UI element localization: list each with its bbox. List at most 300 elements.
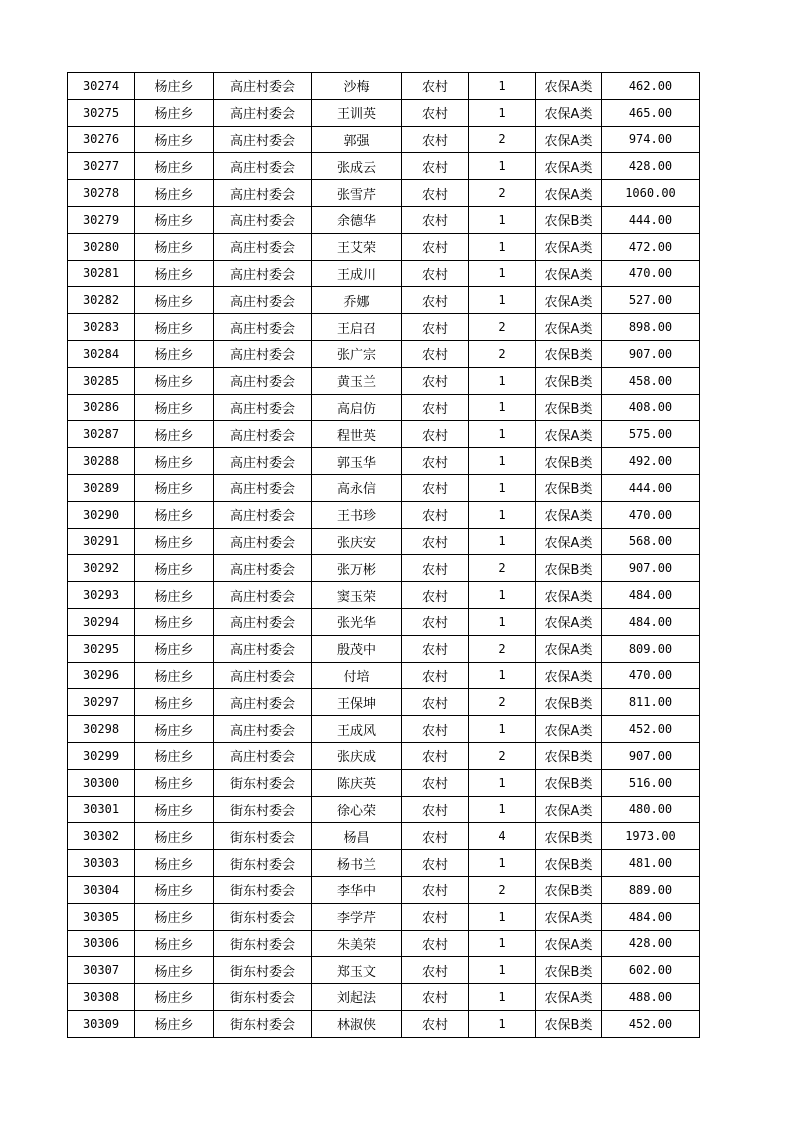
record-id-cell: 30289 (68, 474, 135, 501)
person-count-cell: 1 (469, 287, 536, 314)
household-type-cell: 农村 (402, 340, 469, 367)
name-cell: 郭强 (312, 126, 402, 153)
table-row (68, 314, 700, 341)
township-cell: 杨庄乡 (135, 340, 214, 367)
person-count-cell: 1 (469, 1010, 536, 1037)
household-type-cell: 农村 (402, 206, 469, 233)
table-row (68, 73, 700, 100)
name-cell: 杨昌 (312, 823, 402, 850)
amount-cell: 470.00 (602, 260, 700, 287)
insurance-category-cell: 农保B类 (536, 1010, 602, 1037)
village-committee-cell: 高庄村委会 (214, 367, 312, 394)
township-cell: 杨庄乡 (135, 180, 214, 207)
township-cell: 杨庄乡 (135, 394, 214, 421)
amount-cell: 484.00 (602, 608, 700, 635)
amount-cell: 480.00 (602, 796, 700, 823)
township-cell: 杨庄乡 (135, 608, 214, 635)
insurance-category-cell: 农保A类 (536, 662, 602, 689)
person-count-cell: 2 (469, 689, 536, 716)
person-count-cell: 1 (469, 448, 536, 475)
household-type-cell: 农村 (402, 742, 469, 769)
person-count-cell: 1 (469, 474, 536, 501)
insurance-category-cell: 农保A类 (536, 903, 602, 930)
township-cell: 杨庄乡 (135, 528, 214, 555)
record-id-cell: 30296 (68, 662, 135, 689)
person-count-cell: 1 (469, 501, 536, 528)
insurance-category-cell: 农保A类 (536, 635, 602, 662)
amount-cell: 1060.00 (602, 180, 700, 207)
person-count-cell: 1 (469, 528, 536, 555)
name-cell: 张庆成 (312, 742, 402, 769)
insurance-category-cell: 农保B类 (536, 876, 602, 903)
township-cell: 杨庄乡 (135, 126, 214, 153)
name-cell: 朱美荣 (312, 930, 402, 957)
village-committee-cell: 高庄村委会 (214, 582, 312, 609)
township-cell: 杨庄乡 (135, 99, 214, 126)
person-count-cell: 1 (469, 394, 536, 421)
table-body (68, 73, 700, 1038)
table-row (68, 635, 700, 662)
village-committee-cell: 高庄村委会 (214, 287, 312, 314)
record-id-cell: 30301 (68, 796, 135, 823)
amount-cell: 470.00 (602, 662, 700, 689)
amount-cell: 452.00 (602, 716, 700, 743)
amount-cell: 907.00 (602, 340, 700, 367)
township-cell: 杨庄乡 (135, 260, 214, 287)
household-type-cell: 农村 (402, 903, 469, 930)
household-type-cell: 农村 (402, 528, 469, 555)
record-id-cell: 30290 (68, 501, 135, 528)
record-id-cell: 30285 (68, 367, 135, 394)
table-row (68, 233, 700, 260)
record-id-cell: 30297 (68, 689, 135, 716)
insurance-category-cell: 农保A类 (536, 73, 602, 100)
amount-cell: 575.00 (602, 421, 700, 448)
household-type-cell: 农村 (402, 287, 469, 314)
person-count-cell: 2 (469, 340, 536, 367)
table-row (68, 582, 700, 609)
insurance-category-cell: 农保A类 (536, 716, 602, 743)
name-cell: 付培 (312, 662, 402, 689)
village-committee-cell: 高庄村委会 (214, 608, 312, 635)
table-row (68, 448, 700, 475)
name-cell: 张万彬 (312, 555, 402, 582)
township-cell: 杨庄乡 (135, 73, 214, 100)
person-count-cell: 1 (469, 984, 536, 1011)
table-row (68, 287, 700, 314)
name-cell: 张成云 (312, 153, 402, 180)
household-type-cell: 农村 (402, 689, 469, 716)
amount-cell: 492.00 (602, 448, 700, 475)
record-id-cell: 30277 (68, 153, 135, 180)
household-type-cell: 农村 (402, 823, 469, 850)
table-row (68, 716, 700, 743)
record-id-cell: 30286 (68, 394, 135, 421)
name-cell: 林淑侠 (312, 1010, 402, 1037)
insurance-category-cell: 农保B类 (536, 206, 602, 233)
name-cell: 杨书兰 (312, 850, 402, 877)
village-committee-cell: 高庄村委会 (214, 742, 312, 769)
amount-cell: 488.00 (602, 984, 700, 1011)
township-cell: 杨庄乡 (135, 742, 214, 769)
insurance-category-cell: 农保B类 (536, 367, 602, 394)
amount-cell: 527.00 (602, 287, 700, 314)
person-count-cell: 2 (469, 180, 536, 207)
person-count-cell: 1 (469, 73, 536, 100)
name-cell: 王保坤 (312, 689, 402, 716)
township-cell: 杨庄乡 (135, 957, 214, 984)
table-row (68, 180, 700, 207)
table-row (68, 206, 700, 233)
insurance-category-cell: 农保A类 (536, 260, 602, 287)
insurance-category-cell: 农保A类 (536, 796, 602, 823)
table-row (68, 984, 700, 1011)
household-type-cell: 农村 (402, 474, 469, 501)
township-cell: 杨庄乡 (135, 662, 214, 689)
record-id-cell: 30299 (68, 742, 135, 769)
insurance-category-cell: 农保B类 (536, 742, 602, 769)
record-id-cell: 30302 (68, 823, 135, 850)
household-type-cell: 农村 (402, 957, 469, 984)
household-type-cell: 农村 (402, 850, 469, 877)
township-cell: 杨庄乡 (135, 474, 214, 501)
table-row (68, 930, 700, 957)
village-committee-cell: 高庄村委会 (214, 635, 312, 662)
village-committee-cell: 街东村委会 (214, 1010, 312, 1037)
household-type-cell: 农村 (402, 501, 469, 528)
record-id-cell: 30304 (68, 876, 135, 903)
township-cell: 杨庄乡 (135, 555, 214, 582)
village-committee-cell: 街东村委会 (214, 876, 312, 903)
household-type-cell: 农村 (402, 73, 469, 100)
village-committee-cell: 街东村委会 (214, 903, 312, 930)
record-id-cell: 30308 (68, 984, 135, 1011)
village-committee-cell: 街东村委会 (214, 850, 312, 877)
village-committee-cell: 高庄村委会 (214, 206, 312, 233)
amount-cell: 472.00 (602, 233, 700, 260)
table-row (68, 876, 700, 903)
amount-cell: 974.00 (602, 126, 700, 153)
household-type-cell: 农村 (402, 769, 469, 796)
village-committee-cell: 高庄村委会 (214, 340, 312, 367)
township-cell: 杨庄乡 (135, 501, 214, 528)
table-row (68, 126, 700, 153)
village-committee-cell: 高庄村委会 (214, 716, 312, 743)
amount-cell: 484.00 (602, 903, 700, 930)
village-committee-cell: 街东村委会 (214, 823, 312, 850)
person-count-cell: 2 (469, 126, 536, 153)
person-count-cell: 1 (469, 850, 536, 877)
table-row (68, 474, 700, 501)
village-committee-cell: 高庄村委会 (214, 689, 312, 716)
insurance-category-cell: 农保B类 (536, 850, 602, 877)
person-count-cell: 2 (469, 314, 536, 341)
table-row (68, 662, 700, 689)
record-id-cell: 30309 (68, 1010, 135, 1037)
record-id-cell: 30303 (68, 850, 135, 877)
household-type-cell: 农村 (402, 582, 469, 609)
name-cell: 高永信 (312, 474, 402, 501)
record-id-cell: 30282 (68, 287, 135, 314)
name-cell: 王书珍 (312, 501, 402, 528)
village-committee-cell: 高庄村委会 (214, 180, 312, 207)
township-cell: 杨庄乡 (135, 421, 214, 448)
table-row (68, 796, 700, 823)
person-count-cell: 1 (469, 99, 536, 126)
name-cell: 王启召 (312, 314, 402, 341)
village-committee-cell: 高庄村委会 (214, 528, 312, 555)
village-committee-cell: 高庄村委会 (214, 501, 312, 528)
household-type-cell: 农村 (402, 394, 469, 421)
person-count-cell: 1 (469, 903, 536, 930)
name-cell: 窦玉荣 (312, 582, 402, 609)
record-id-cell: 30293 (68, 582, 135, 609)
amount-cell: 809.00 (602, 635, 700, 662)
household-type-cell: 农村 (402, 555, 469, 582)
township-cell: 杨庄乡 (135, 903, 214, 930)
township-cell: 杨庄乡 (135, 233, 214, 260)
village-committee-cell: 高庄村委会 (214, 474, 312, 501)
household-type-cell: 农村 (402, 796, 469, 823)
name-cell: 王训英 (312, 99, 402, 126)
insurance-category-cell: 农保A类 (536, 984, 602, 1011)
name-cell: 王艾荣 (312, 233, 402, 260)
household-type-cell: 农村 (402, 153, 469, 180)
village-committee-cell: 高庄村委会 (214, 314, 312, 341)
table-row (68, 769, 700, 796)
insurance-category-cell: 农保A类 (536, 287, 602, 314)
amount-cell: 811.00 (602, 689, 700, 716)
township-cell: 杨庄乡 (135, 850, 214, 877)
household-type-cell: 农村 (402, 608, 469, 635)
insurance-category-cell: 农保B类 (536, 448, 602, 475)
household-type-cell: 农村 (402, 635, 469, 662)
record-id-cell: 30294 (68, 608, 135, 635)
table-row (68, 957, 700, 984)
person-count-cell: 1 (469, 957, 536, 984)
insurance-category-cell: 农保A类 (536, 421, 602, 448)
household-type-cell: 农村 (402, 367, 469, 394)
amount-cell: 408.00 (602, 394, 700, 421)
village-committee-cell: 街东村委会 (214, 769, 312, 796)
insurance-category-cell: 农保A类 (536, 501, 602, 528)
village-committee-cell: 街东村委会 (214, 984, 312, 1011)
person-count-cell: 1 (469, 608, 536, 635)
name-cell: 王成川 (312, 260, 402, 287)
record-id-cell: 30295 (68, 635, 135, 662)
amount-cell: 428.00 (602, 153, 700, 180)
insurance-category-cell: 农保B类 (536, 689, 602, 716)
township-cell: 杨庄乡 (135, 716, 214, 743)
record-id-cell: 30278 (68, 180, 135, 207)
household-type-cell: 农村 (402, 126, 469, 153)
household-type-cell: 农村 (402, 984, 469, 1011)
amount-cell: 568.00 (602, 528, 700, 555)
household-type-cell: 农村 (402, 1010, 469, 1037)
name-cell: 郭玉华 (312, 448, 402, 475)
insurance-category-cell: 农保A类 (536, 930, 602, 957)
household-type-cell: 农村 (402, 233, 469, 260)
insurance-category-cell: 农保A类 (536, 233, 602, 260)
amount-cell: 458.00 (602, 367, 700, 394)
person-count-cell: 1 (469, 662, 536, 689)
person-count-cell: 2 (469, 876, 536, 903)
amount-cell: 444.00 (602, 474, 700, 501)
record-id-cell: 30287 (68, 421, 135, 448)
record-id-cell: 30281 (68, 260, 135, 287)
person-count-cell: 2 (469, 742, 536, 769)
insurance-category-cell: 农保A类 (536, 180, 602, 207)
household-type-cell: 农村 (402, 930, 469, 957)
amount-cell: 516.00 (602, 769, 700, 796)
name-cell: 郑玉文 (312, 957, 402, 984)
table-row (68, 260, 700, 287)
township-cell: 杨庄乡 (135, 984, 214, 1011)
table-row (68, 689, 700, 716)
name-cell: 李华中 (312, 876, 402, 903)
table-row (68, 153, 700, 180)
name-cell: 余德华 (312, 206, 402, 233)
record-id-cell: 30305 (68, 903, 135, 930)
person-count-cell: 1 (469, 153, 536, 180)
household-type-cell: 农村 (402, 260, 469, 287)
township-cell: 杨庄乡 (135, 314, 214, 341)
amount-cell: 1973.00 (602, 823, 700, 850)
township-cell: 杨庄乡 (135, 823, 214, 850)
name-cell: 李学芹 (312, 903, 402, 930)
name-cell: 沙梅 (312, 73, 402, 100)
person-count-cell: 4 (469, 823, 536, 850)
record-id-cell: 30276 (68, 126, 135, 153)
amount-cell: 484.00 (602, 582, 700, 609)
table-row (68, 903, 700, 930)
amount-cell: 470.00 (602, 501, 700, 528)
person-count-cell: 1 (469, 206, 536, 233)
amount-cell: 907.00 (602, 742, 700, 769)
record-id-cell: 30274 (68, 73, 135, 100)
record-id-cell: 30292 (68, 555, 135, 582)
insurance-category-cell: 农保A类 (536, 608, 602, 635)
record-id-cell: 30307 (68, 957, 135, 984)
name-cell: 殷茂中 (312, 635, 402, 662)
person-count-cell: 1 (469, 421, 536, 448)
amount-cell: 898.00 (602, 314, 700, 341)
township-cell: 杨庄乡 (135, 1010, 214, 1037)
person-count-cell: 1 (469, 582, 536, 609)
person-count-cell: 1 (469, 367, 536, 394)
record-id-cell: 30284 (68, 340, 135, 367)
amount-cell: 889.00 (602, 876, 700, 903)
village-committee-cell: 街东村委会 (214, 957, 312, 984)
record-id-cell: 30291 (68, 528, 135, 555)
household-type-cell: 农村 (402, 716, 469, 743)
name-cell: 徐心荣 (312, 796, 402, 823)
record-id-cell: 30298 (68, 716, 135, 743)
name-cell: 陈庆英 (312, 769, 402, 796)
person-count-cell: 2 (469, 555, 536, 582)
person-count-cell: 1 (469, 233, 536, 260)
insurance-category-cell: 农保A类 (536, 528, 602, 555)
table-row (68, 99, 700, 126)
record-id-cell: 30275 (68, 99, 135, 126)
amount-cell: 907.00 (602, 555, 700, 582)
name-cell: 王成风 (312, 716, 402, 743)
table-row (68, 555, 700, 582)
name-cell: 刘起法 (312, 984, 402, 1011)
township-cell: 杨庄乡 (135, 287, 214, 314)
insurance-category-cell: 农保B类 (536, 474, 602, 501)
village-committee-cell: 街东村委会 (214, 796, 312, 823)
household-type-cell: 农村 (402, 421, 469, 448)
township-cell: 杨庄乡 (135, 689, 214, 716)
table-row (68, 367, 700, 394)
amount-cell: 444.00 (602, 206, 700, 233)
household-type-cell: 农村 (402, 448, 469, 475)
table-row (68, 608, 700, 635)
amount-cell: 428.00 (602, 930, 700, 957)
record-id-cell: 30306 (68, 930, 135, 957)
insurance-category-cell: 农保B类 (536, 823, 602, 850)
village-committee-cell: 高庄村委会 (214, 448, 312, 475)
person-count-cell: 1 (469, 260, 536, 287)
record-id-cell: 30283 (68, 314, 135, 341)
township-cell: 杨庄乡 (135, 206, 214, 233)
amount-cell: 462.00 (602, 73, 700, 100)
household-type-cell: 农村 (402, 662, 469, 689)
household-type-cell: 农村 (402, 876, 469, 903)
record-id-cell: 30300 (68, 769, 135, 796)
insurance-category-cell: 农保B类 (536, 555, 602, 582)
record-id-cell: 30279 (68, 206, 135, 233)
household-type-cell: 农村 (402, 314, 469, 341)
village-committee-cell: 高庄村委会 (214, 153, 312, 180)
table-row (68, 742, 700, 769)
village-committee-cell: 街东村委会 (214, 930, 312, 957)
village-committee-cell: 高庄村委会 (214, 73, 312, 100)
village-committee-cell: 高庄村委会 (214, 555, 312, 582)
insurance-category-cell: 农保A类 (536, 314, 602, 341)
amount-cell: 465.00 (602, 99, 700, 126)
record-id-cell: 30280 (68, 233, 135, 260)
data-table (67, 72, 700, 1038)
township-cell: 杨庄乡 (135, 448, 214, 475)
village-committee-cell: 高庄村委会 (214, 260, 312, 287)
table-row (68, 501, 700, 528)
village-committee-cell: 高庄村委会 (214, 126, 312, 153)
insurance-category-cell: 农保A类 (536, 99, 602, 126)
person-count-cell: 1 (469, 930, 536, 957)
table-row (68, 850, 700, 877)
name-cell: 张光华 (312, 608, 402, 635)
amount-cell: 602.00 (602, 957, 700, 984)
person-count-cell: 1 (469, 716, 536, 743)
table-row (68, 1010, 700, 1037)
name-cell: 张广宗 (312, 340, 402, 367)
name-cell: 张雪芹 (312, 180, 402, 207)
name-cell: 张庆安 (312, 528, 402, 555)
insurance-category-cell: 农保B类 (536, 394, 602, 421)
table-row (68, 421, 700, 448)
name-cell: 程世英 (312, 421, 402, 448)
table-row (68, 394, 700, 421)
household-type-cell: 农村 (402, 180, 469, 207)
village-committee-cell: 高庄村委会 (214, 421, 312, 448)
table-row (68, 528, 700, 555)
amount-cell: 452.00 (602, 1010, 700, 1037)
table-row (68, 340, 700, 367)
insurance-category-cell: 农保B类 (536, 957, 602, 984)
village-committee-cell: 高庄村委会 (214, 99, 312, 126)
